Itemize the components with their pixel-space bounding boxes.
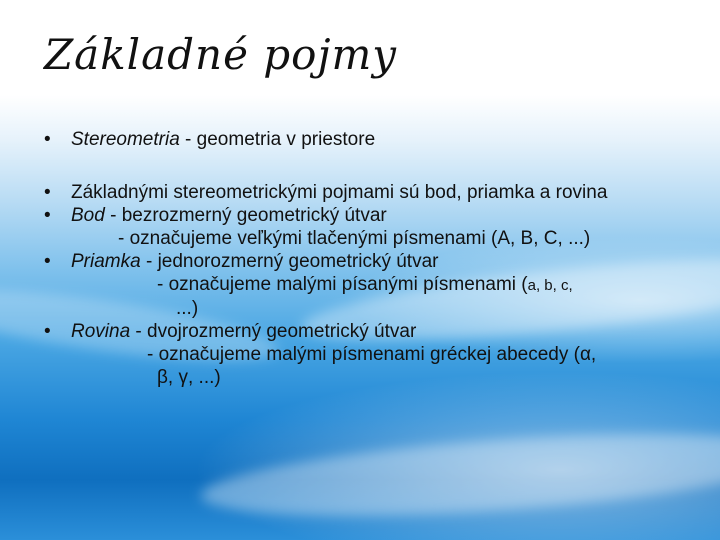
notation-end: β, γ, ...) bbox=[157, 367, 221, 388]
list-item bbox=[44, 204, 684, 250]
list-item bbox=[44, 250, 684, 320]
light-wave bbox=[198, 419, 720, 531]
notation-line bbox=[71, 227, 684, 250]
list-item bbox=[44, 181, 684, 204]
notation: - označujeme malými písmenami gréckej abecedy (α, bbox=[147, 344, 597, 365]
list-item bbox=[44, 320, 684, 389]
notation-line bbox=[71, 343, 684, 366]
notation-end: ...) bbox=[176, 298, 199, 319]
notation: - označujeme malými písanými písmenami ( bbox=[157, 274, 528, 295]
bullet-list bbox=[44, 128, 684, 389]
term-bod: Bod bbox=[71, 205, 105, 226]
term-stereometria: Stereometria bbox=[71, 129, 180, 150]
term-priamka: Priamka bbox=[71, 251, 141, 272]
notation: - označujeme veľkými tlačenými písmenami (A, B, C, ...) bbox=[118, 228, 591, 249]
notation-line bbox=[71, 366, 684, 389]
notation-line bbox=[71, 273, 684, 297]
notation-letters: a, b, c, bbox=[527, 277, 573, 294]
slide-title: Základné pojmy bbox=[44, 30, 398, 79]
term-rovina: Rovina bbox=[71, 321, 131, 342]
definition: - bezrozmerný geometrický útvar bbox=[104, 205, 387, 226]
statement: Základnými stereometrickými pojmami sú bod, priamka a rovina bbox=[71, 182, 608, 203]
definition: - jednorozmerný geometrický útvar bbox=[140, 251, 439, 272]
definition: - geometria v priestore bbox=[179, 129, 376, 150]
notation-line bbox=[71, 297, 684, 320]
definition: - dvojrozmerný geometrický útvar bbox=[130, 321, 417, 342]
list-item bbox=[44, 128, 684, 151]
